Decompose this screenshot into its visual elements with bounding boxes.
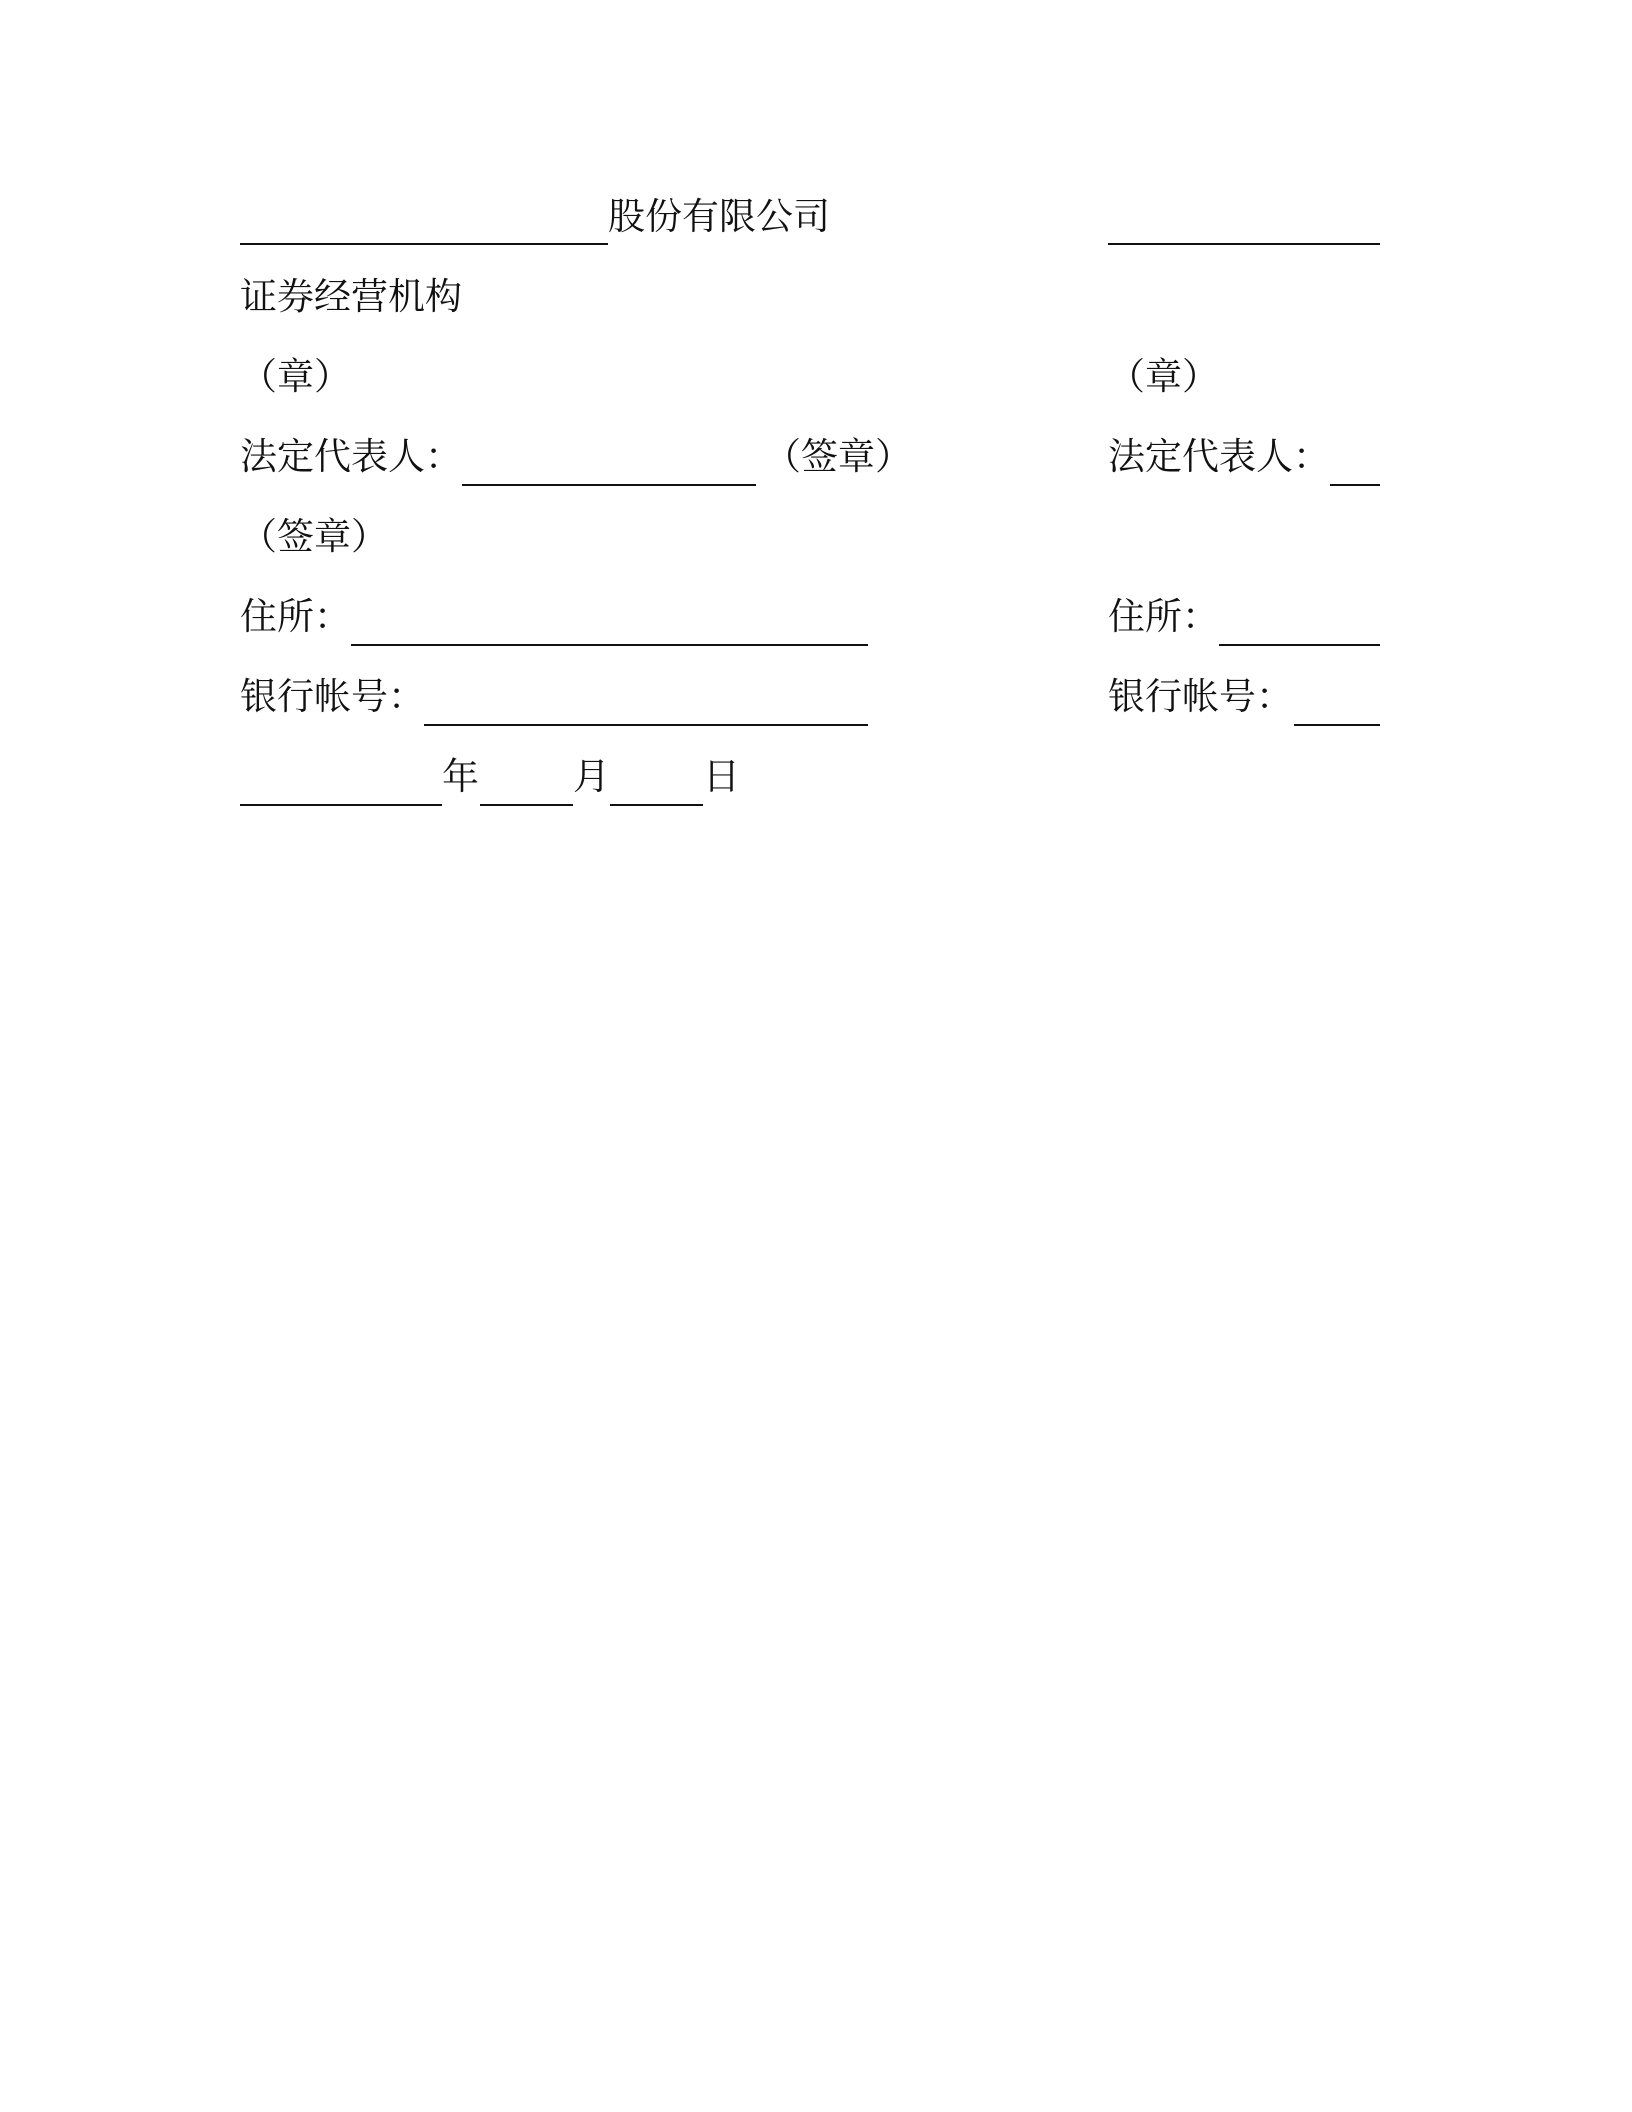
day-label: 日 bbox=[703, 755, 740, 798]
address-blank-left[interactable] bbox=[351, 644, 868, 646]
month-blank[interactable] bbox=[480, 804, 573, 806]
company-suffix-left: 股份有限公司 bbox=[608, 195, 830, 238]
legal-rep-blank-right[interactable] bbox=[1330, 484, 1380, 486]
address-label-right: 住所： bbox=[1108, 595, 1219, 638]
legal-rep-label-left: 法定代表人： bbox=[240, 435, 462, 478]
company-name-blank-right[interactable] bbox=[1108, 243, 1380, 245]
year-label: 年 bbox=[442, 755, 479, 798]
seal-label-left: （章） bbox=[240, 355, 351, 398]
company-name-blank-left[interactable] bbox=[240, 243, 608, 245]
legal-rep-sign-label-left: （签章） bbox=[764, 435, 912, 478]
year-blank[interactable] bbox=[240, 804, 442, 806]
legal-rep-blank-left[interactable] bbox=[462, 484, 756, 486]
address-blank-right[interactable] bbox=[1219, 644, 1380, 646]
legal-rep-sign-label-wrap: （签章） bbox=[240, 515, 388, 558]
bank-account-blank-left[interactable] bbox=[424, 724, 868, 726]
day-blank[interactable] bbox=[610, 804, 703, 806]
month-label: 月 bbox=[573, 755, 610, 798]
bank-account-label-left: 银行帐号： bbox=[240, 675, 425, 718]
legal-rep-label-right: 法定代表人： bbox=[1108, 435, 1330, 478]
institution-type-label: 证券经营机构 bbox=[240, 275, 462, 318]
address-label-left: 住所： bbox=[240, 595, 351, 638]
seal-label-right: （章） bbox=[1108, 355, 1219, 398]
bank-account-label-right: 银行帐号： bbox=[1108, 675, 1293, 718]
bank-account-blank-right[interactable] bbox=[1294, 724, 1380, 726]
